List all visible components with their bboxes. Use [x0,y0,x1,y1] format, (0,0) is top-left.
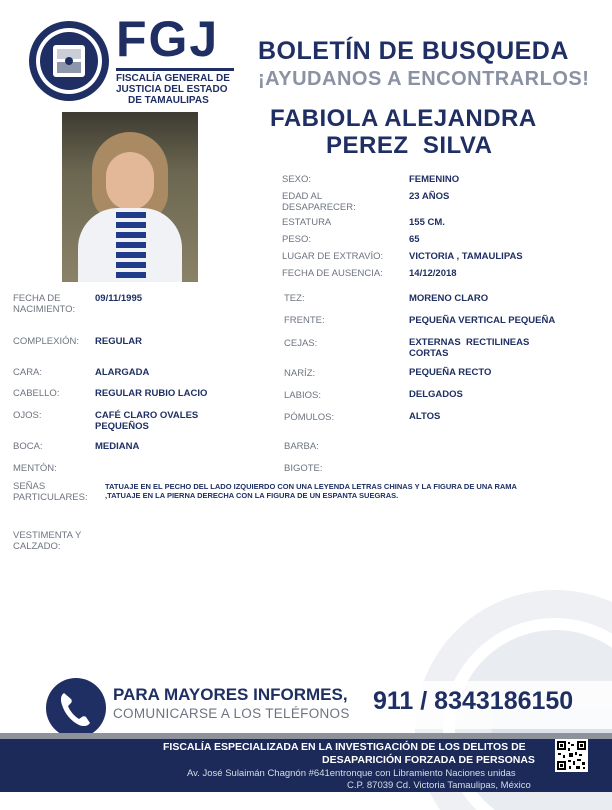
field-value-senas-line1: TATUAJE EN EL PECHO DEL LADO IZQUIERDO CON UNA LEYENDA LETRAS CHINAS Y LA FIGURA DE UNA RAMA [105,482,517,491]
field-value-tez: MORENO CLARO [409,293,489,304]
field-value-cejas: EXTERNAS RECTILINEAS CORTAS [409,337,532,359]
contact-line1: PARA MAYORES INFORMES, [113,685,348,704]
field-value-frente: PEQUEÑA VERTICAL PEQUEÑA [409,315,556,326]
footer-line2: DESAPARICIÓN FORZADA DE PERSONAS [322,754,535,766]
detail-value-peso: 65 [409,234,420,245]
logo-text: FGJ [116,11,220,67]
bulletin-title: BOLETÍN DE BUSQUEDA [258,37,569,65]
detail-label-estatura: ESTATURA [282,217,332,228]
state-seal-icon [28,18,110,104]
field-label-vestimenta: VESTIMENTA Y CALZADO: [13,530,82,552]
detail-value-edad: 23 AÑOS [409,191,450,202]
detail-label-peso: PESO: [282,234,312,245]
bulletin-subtitle: ¡AYUDANOS A ENCONTRARLOS! [258,68,590,90]
field-label-frente: FRENTE: [284,315,325,326]
field-value-pomulos: ALTOS [409,411,441,422]
header-logo [28,11,238,108]
org-name-line2: JUSTICIA DEL ESTADO [116,84,228,95]
detail-label-lugar: LUGAR DE EXTRAVÍO: [282,251,384,262]
field-value-fecha-nacimiento: 09/11/1995 [95,293,143,304]
field-label-cabello: CABELLO: [13,388,60,399]
phone-icon [42,677,110,739]
detail-value-fecha-ausencia: 14/12/2018 [409,268,457,279]
detail-label-edad: EDAD AL DESAPARECER: [282,191,356,213]
detail-label-fecha-ausencia: FECHA DE AUSENCIA: [282,268,383,279]
person-name-line2: PEREZ SILVA [326,132,493,159]
field-label-senas: SEÑAS PARTICULARES: [13,481,88,503]
footer-line3: Av. José Sulaimán Chagnón #641entronque con Libramiento Naciones unidas [187,768,516,779]
field-label-tez: TEZ: [284,293,305,304]
field-label-fecha-nacimiento: FECHA DE NACIMIENTO: [13,293,76,315]
detail-label-sexo: SEXO: [282,174,312,185]
org-name-line3: DE TAMAULIPAS [128,95,209,106]
field-label-bigote: BIGOTE: [284,463,323,474]
footer-line4: C.P. 87039 Cd. Victoria Tamaulipas, México [347,780,531,791]
field-label-cejas: CEJAS: [284,338,318,349]
field-value-complexion: REGULAR [95,336,142,347]
qr-code-icon [555,739,588,772]
logo-underline [116,68,234,71]
field-label-ojos: OJOS: [13,410,42,421]
person-name-line1: FABIOLA ALEJANDRA [270,105,537,132]
field-label-pomulos: PÓMULOS: [284,412,335,423]
footer-line1: FISCALÍA ESPECIALIZADA EN LA INVESTIGACIÓN DE LOS DELITOS DE [163,741,526,753]
field-value-senas-line2: ,TATUAJE EN LA PIERNA DERECHA CON LA FIGURA DE UN ESPANTA SUEGRAS. [105,491,399,500]
person-photo [62,112,198,282]
detail-value-lugar: VICTORIA , TAMAULIPAS [409,251,523,262]
field-value-cabello: REGULAR RUBIO LACIO [95,388,208,399]
field-value-cara: ALARGADA [95,367,150,378]
field-label-labios: LABIOS: [284,390,321,401]
field-value-labios: DELGADOS [409,389,463,400]
contact-band [0,677,612,733]
field-label-menton: MENTÓN: [13,463,57,474]
field-label-barba: BARBA: [284,441,319,452]
footer [0,739,612,792]
field-label-boca: BOCA: [13,441,43,452]
detail-value-sexo: FEMENINO [409,174,460,185]
detail-value-estatura: 155 CM. [409,217,445,228]
org-name-line1: FISCALÍA GENERAL DE [116,73,230,84]
field-label-cara: CARA: [13,367,43,378]
field-label-nariz: NARÍZ: [284,368,316,379]
contact-phone: 911 / 8343186150 [373,687,574,715]
field-value-ojos: CAFÉ CLARO OVALES PEQUEÑOS [95,410,199,432]
contact-line2: COMUNICARSE A LOS TELÉFONOS [113,706,350,721]
field-label-complexion: COMPLEXIÓN: [13,336,79,347]
field-value-boca: MEDIANA [95,441,140,452]
field-value-nariz: PEQUEÑA RECTO [409,367,492,378]
